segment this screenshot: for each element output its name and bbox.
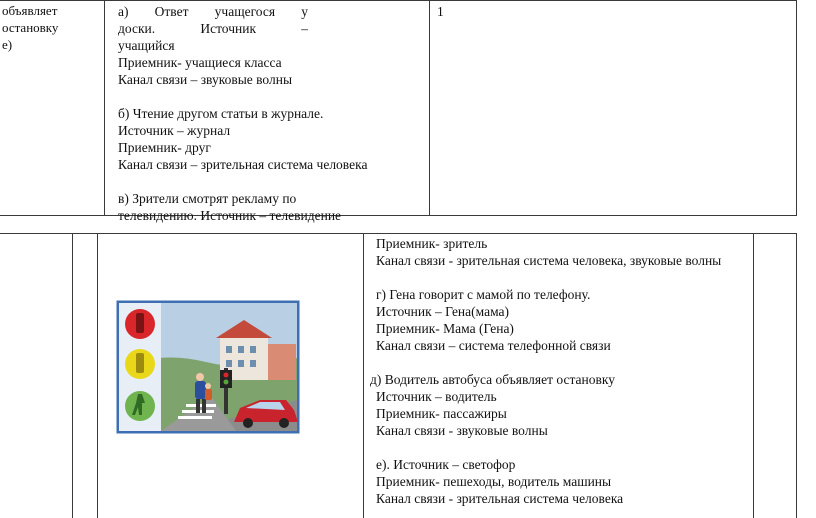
pedestrian-body: [195, 381, 206, 399]
col2-line: телевидению. Источник – телевидение: [118, 208, 342, 223]
bottom-table-right-border: [796, 233, 797, 518]
top-table-right-border: [796, 0, 797, 216]
text-line: Канал связи - зрительная система человека, звуковые волны: [376, 253, 722, 268]
col2-line: Приемник- друг: [118, 140, 211, 155]
text-line: е). Источник – светофор: [376, 457, 516, 472]
col2-line: Канал связи – звуковые волны: [118, 72, 293, 87]
text-line: Приемник- пассажиры: [376, 406, 507, 421]
top-table-col1: [2, 2, 58, 53]
col2-line: учащийся: [118, 38, 175, 53]
word: учащегося: [214, 4, 276, 19]
blank-line: [118, 88, 367, 105]
text-line: Канал связи - зрительная система человека: [376, 491, 624, 506]
col2-line: Приемник- учащиеся класса: [118, 55, 282, 70]
car-wheel: [279, 418, 289, 428]
word: а): [118, 4, 129, 19]
text-line: Источник – водитель: [376, 389, 497, 404]
col2-line: б) Чтение другом статьи в журнале.: [118, 106, 324, 121]
blank-line: [376, 439, 721, 456]
bottom-table-divider-1: [72, 233, 73, 518]
col2-line: Канал связи – зрительная система человека: [118, 157, 368, 172]
col1-line: объявляет: [2, 3, 58, 18]
text-line: Приемник- пешеходы, водитель машины: [376, 474, 612, 489]
text-line: Приемник- Мама (Гена): [376, 321, 514, 336]
blank-line: [118, 173, 367, 190]
child-head: [205, 383, 211, 389]
building-right: [268, 344, 296, 380]
col1-line: остановку: [2, 20, 59, 35]
top-table-col2: [118, 3, 367, 224]
traffic-light-illustration: [116, 300, 300, 434]
text-line: Приемник- зритель: [376, 236, 488, 251]
top-table-divider-1: [104, 0, 105, 216]
standing-person-icon: [136, 353, 144, 373]
justified-line-a: [118, 3, 308, 20]
blank-line: [376, 354, 721, 371]
bottom-table-top-border: [0, 233, 797, 234]
text-line: г) Гена говорит с мамой по телефону.: [376, 287, 591, 302]
standing-person-icon: [136, 313, 144, 333]
bottom-table-divider-4: [753, 233, 754, 518]
text-line: Канал связи – система телефонной связи: [376, 338, 611, 353]
text-line: д) Водитель автобуса объявляет остановку: [370, 372, 615, 387]
col2-line: в) Зрители смотрят рекламу по: [118, 191, 297, 206]
car-wheel: [243, 418, 253, 428]
word: у: [301, 4, 308, 19]
child-body: [205, 389, 212, 400]
top-table-top-border: [0, 0, 797, 1]
justified-line-a2: [118, 20, 308, 37]
text-line: Источник – Гена(мама): [376, 304, 510, 319]
bottom-table-text: [370, 235, 722, 507]
text-line: Канал связи - звуковые волны: [376, 423, 548, 438]
top-table-divider-2: [429, 0, 430, 216]
pedestrian-head: [196, 373, 204, 381]
blank-line: [376, 269, 721, 286]
word: Ответ: [154, 4, 189, 19]
bottom-table-divider-3: [363, 233, 364, 518]
word: –: [301, 21, 308, 36]
word: Источник: [200, 21, 257, 36]
bottom-table-divider-2: [97, 233, 98, 518]
top-table-col3-value: 1: [437, 4, 444, 19]
word: доски.: [118, 21, 156, 36]
col2-line: Источник – журнал: [118, 123, 231, 138]
col1-line: е): [2, 37, 13, 52]
